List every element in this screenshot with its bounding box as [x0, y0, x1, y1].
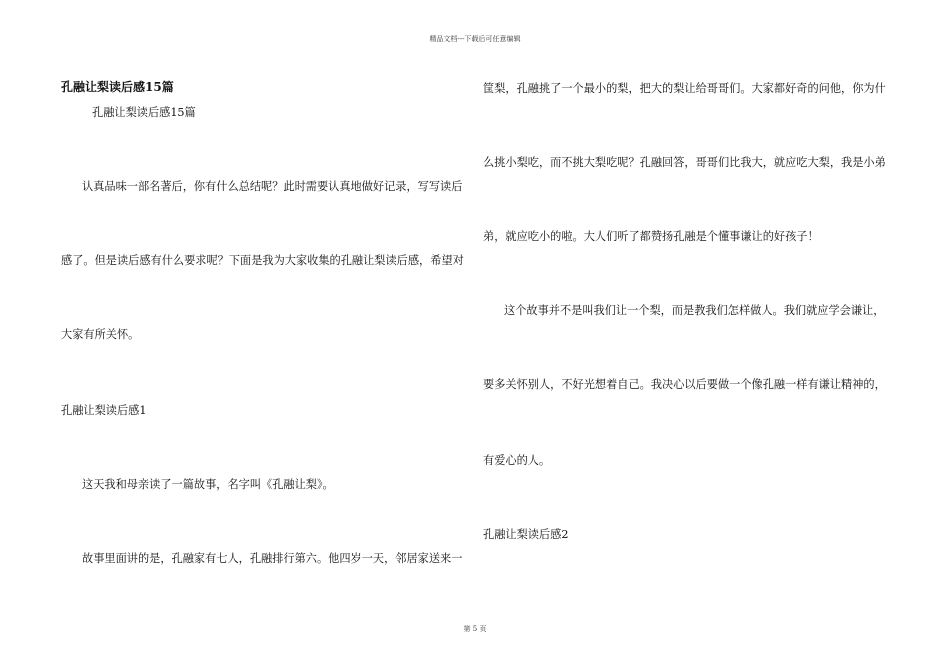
paragraph-line: 感了。但是读后感有什么要求呢？下面是我为大家收集的孔融让梨读后感，希望对	[61, 254, 464, 267]
paragraph-line: 弟，就应吃小的啦。大人们听了都赞扬孔融是个懂事谦让的好孩子！	[483, 230, 819, 243]
paragraph-line: 有爱心的人。	[483, 454, 551, 467]
section-heading: 孔融让梨读后感1	[61, 404, 147, 417]
paragraph-line: 么挑小梨吃，而不挑大梨吃呢？孔融回答，哥哥们比我大，就应吃大梨，我是小弟	[483, 156, 886, 169]
paragraph-line: 这天我和母亲读了一篇故事，名字叫《孔融让梨》。	[82, 478, 334, 491]
paragraph-line: 要多关怀别人，不好光想着自己。我决心以后要做一个像孔融一样有谦让精神的，	[483, 378, 886, 391]
paragraph-line: 大家有所关怀。	[61, 328, 140, 341]
paragraph-line: 筐梨，孔融挑了一个最小的梨，把大的梨让给哥哥们。大家都好奇的问他，你为什	[483, 82, 886, 95]
paragraph-line: 这个故事并不是叫我们让一个梨，而是教我们怎样做人。我们就应学会谦让，	[504, 304, 885, 317]
document-subtitle: 孔融让梨读后感15篇	[92, 106, 196, 119]
page-number: 第 5 页	[463, 625, 487, 633]
section-heading: 孔融让梨读后感2	[483, 528, 569, 541]
paragraph-line: 故事里面讲的是，孔融家有七人，孔融排行第六。他四岁一天，邻居家送来一	[82, 552, 463, 565]
paragraph-line: 认真品味一部名著后，你有什么总结呢？此时需要认真地做好记录，写写读后	[82, 180, 463, 193]
page-header-note: 精品文档---下载后可任意编辑	[429, 35, 521, 43]
document-title: 孔融让梨读后感15篇	[61, 80, 174, 94]
